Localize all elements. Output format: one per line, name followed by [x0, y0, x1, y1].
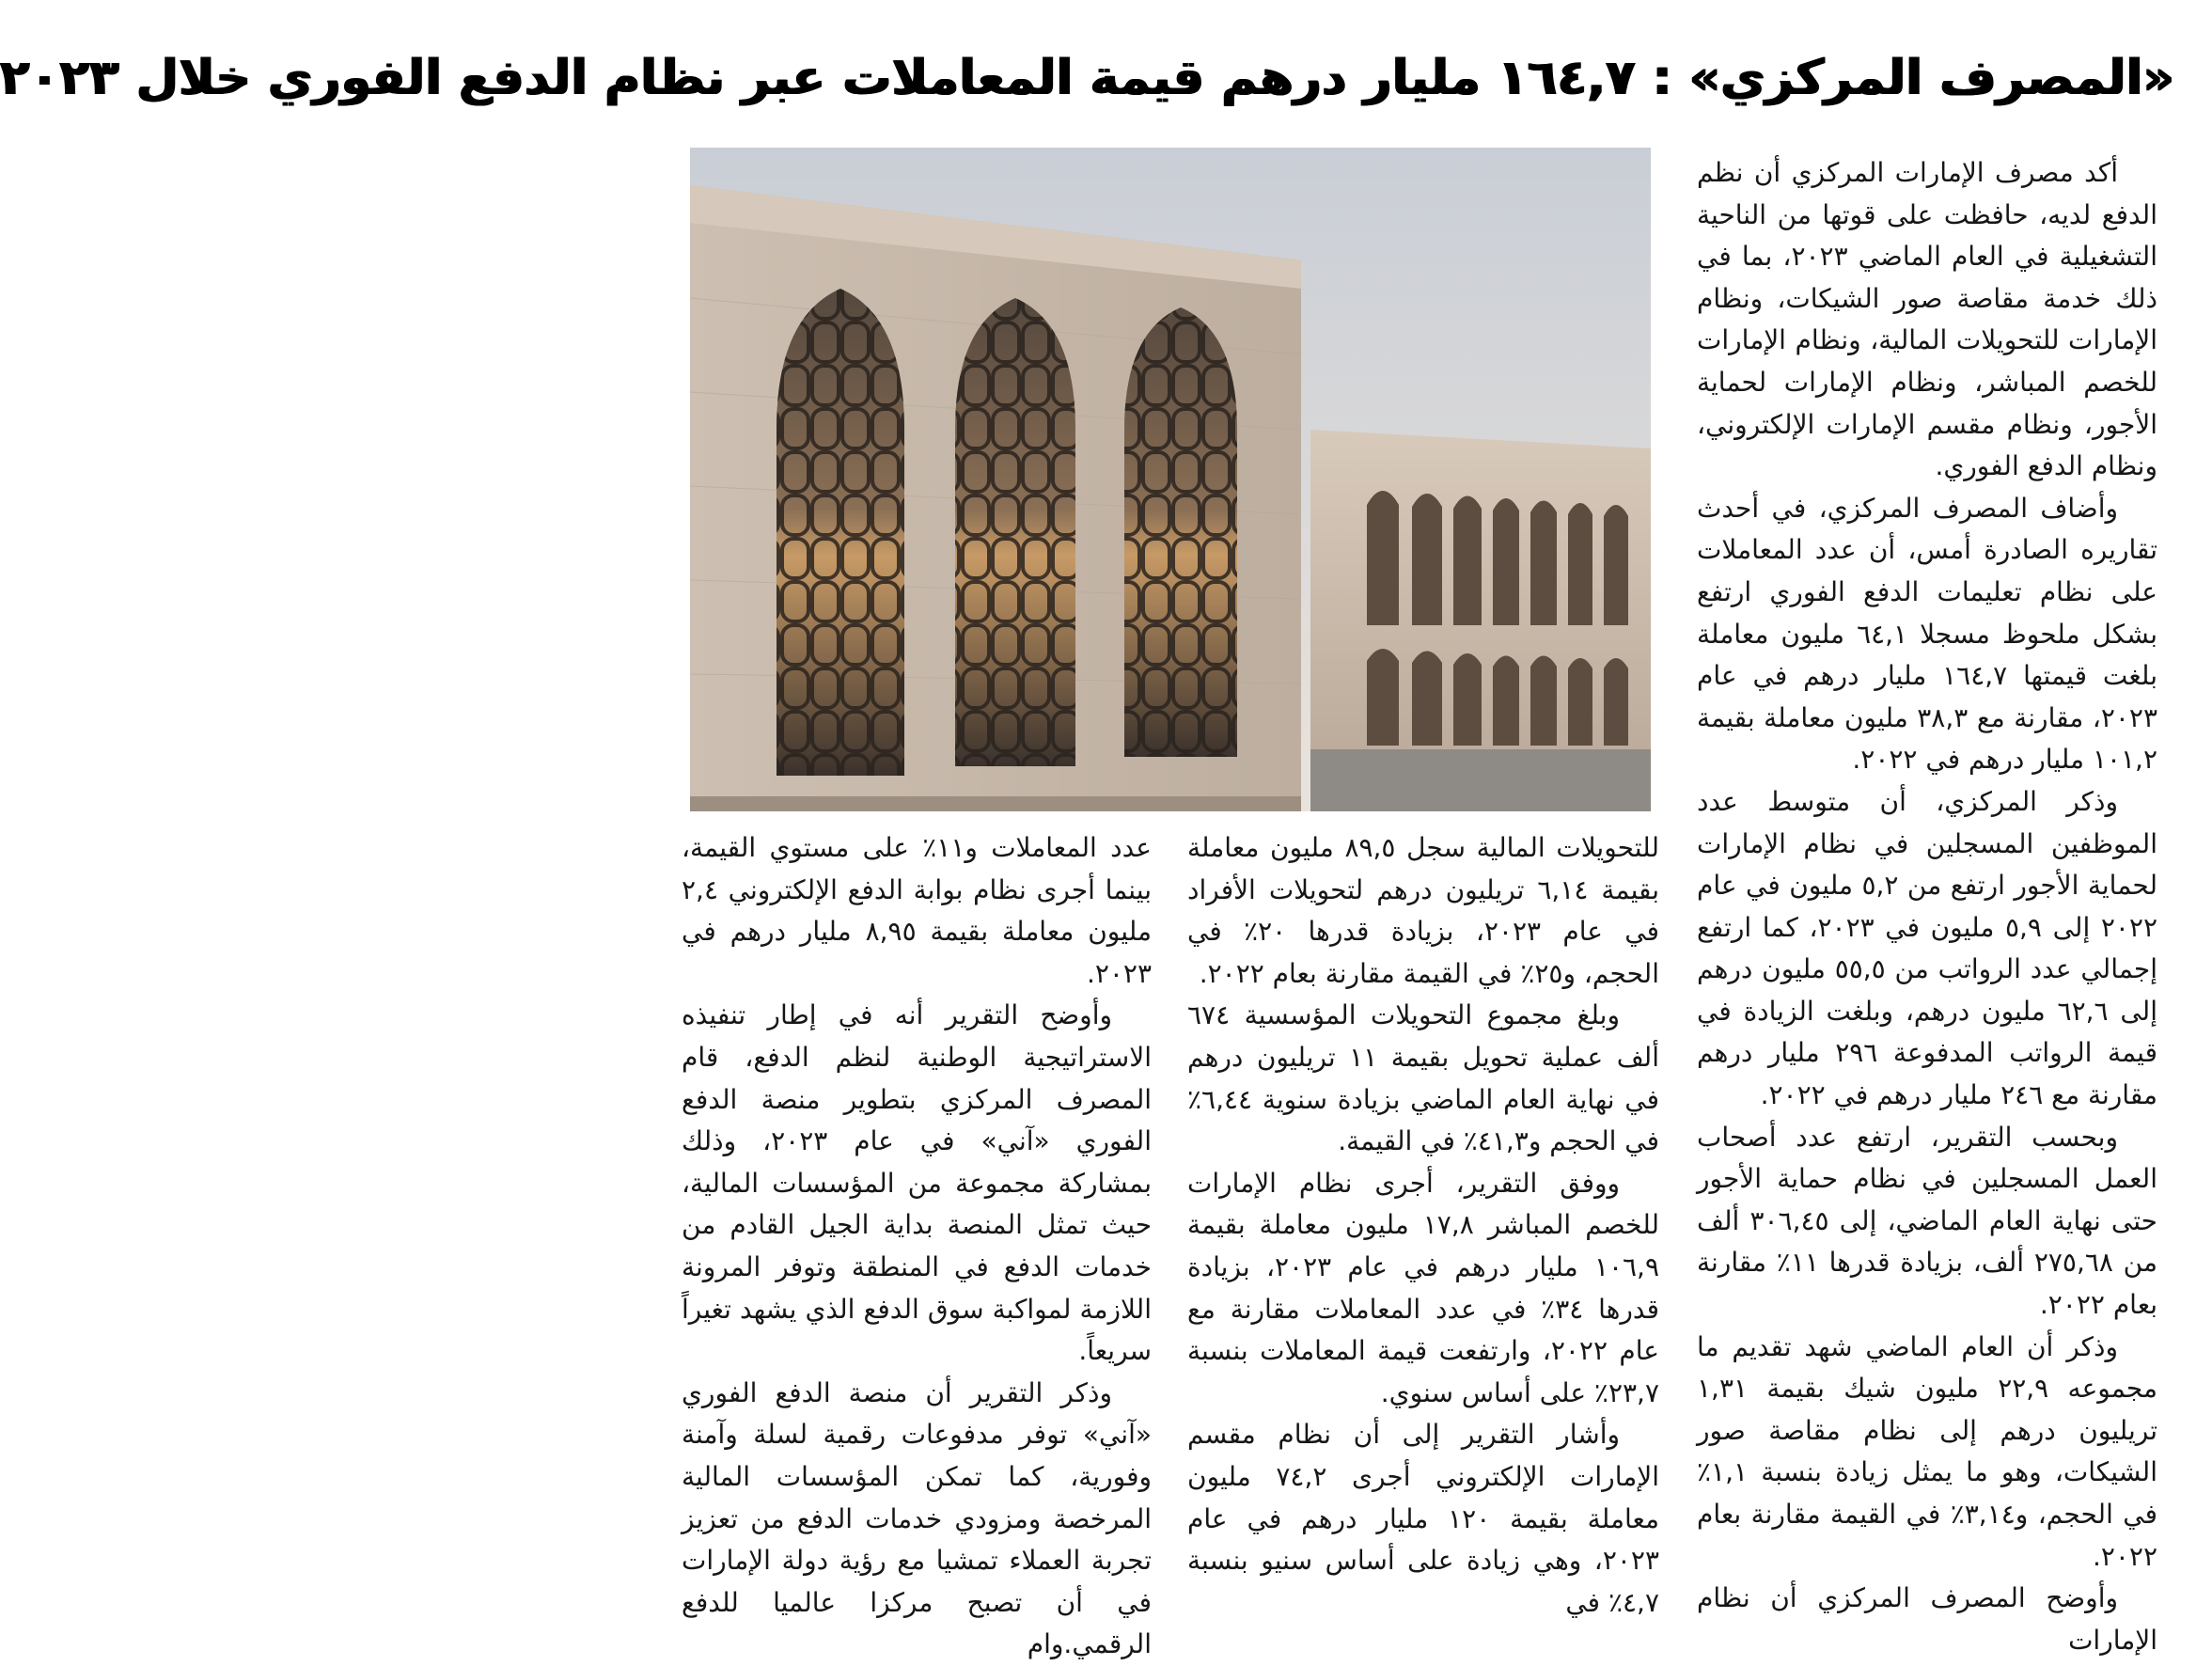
paragraph: وذكر المركزي، أن متوسط عدد الموظفين المسجلين في نظام الإمارات لحماية الأجور ارتفع من ٥,٢ مليون في عام ٢٠٢٢ إلى ٥,٩ مليون في ٢٠٢٣، كما ارتفع إجمالي عدد الرواتب من ٥٥,٥ مليون درهم إلى ٦٢,٦ مليون درهم، وبلغت الزيادة في قيمة الرواتب المدفوعة ٢٩٦ مليار درهم مقارنة مع ٢٤٦ مليار درهم في ٢٠٢٢. — [1697, 785, 2158, 1111]
text-column-right — [1697, 152, 2157, 1661]
paragraph: أكد مصرف الإمارات المركزي أن نظم الدفع لديه، حافظت على قوتها من الناحية التشغيلية في العام الماضي ٢٠٢٣، بما في ذلك خدمة مقاصة صور الشيكات، ونظام الإمارات للتحويلات المالية، ونظام الإمارات للخصم المباشر، ونظام الإمارات لحماية الأجور، ونظام مقسم الإمارات الإلكتروني، ونظام الدفع الفوري. — [1697, 157, 2157, 482]
paragraph: وبلغ مجموع التحويلات المؤسسية ٦٧٤ ألف عملية تحويل بقيمة ١١ تريليون درهم في نهاية العام الماضي بزيادة سنوية ٦,٤٤٪ في الحجم و٤١,٣٪ في القيمة. — [1187, 999, 1659, 1157]
central-bank-building-photo — [690, 148, 1651, 811]
paragraph: وأوضح التقرير أنه في إطار تنفيذه الاستراتيجية الوطنية لنظم الدفع، قام المصرف المركزي بتطوير منصة الدفع الفوري «آني» في عام ٢٠٢٣، وذلك بمشاركة مجموعة من المؤسسات المالية، حيث تمثل المنصة بداية الجيل القادم من خدمات الدفع في المنطقة وتوفر المرونة اللازمة لمواكبة سوق الدفع الذي يشهد تغيراً سريعاً. — [682, 999, 1152, 1367]
text-column-middle — [1187, 827, 1659, 1624]
paragraph: ووفق التقرير، أجرى نظام الإمارات للخصم المباشر ١٧,٨ مليون معاملة بقيمة ١٠٦,٩ مليار درهم في عام ٢٠٢٣، بزيادة قدرها ٣٤٪ في عدد المعاملات مقارنة مع عام ٢٠٢٢، وارتفعت قيمة المعاملات بنسبة ٢٣,٧٪ على أساس سنوي. — [1187, 1167, 1659, 1408]
paragraph: وذكر التقرير أن منصة الدفع الفوري «آني» توفر مدفوعات رقمية لسلة وآمنة وفورية، كما تمكن المؤسسات المالية المرخصة ومزودي خدمات الدفع من تعزيز تجربة العملاء تمشيا مع رؤية دولة الإمارات في أن تصبح مركزا عالميا للدفع الرقمي.وام — [682, 1376, 1152, 1660]
article-headline: «المصرف المركزي» : ١٦٤,٧ مليار درهم قيمة المعاملات عبر نظام الدفع الفوري خلال ٢٠٢٣ — [0, 50, 2174, 106]
paragraph: للتحويلات المالية سجل ٨٩,٥ مليون معاملة بقيمة ٦,١٤ تريليون درهم لتحويلات الأفراد في عام ٢٠٢٣، بزيادة قدرها ٢٠٪ في الحجم، و٢٥٪ في القيمة مقارنة بعام ٢٠٢٢. — [1187, 832, 1659, 989]
paragraph: وأضاف المصرف المركزي، في أحدث تقاريره الصادرة أمس، أن عدد المعاملات على نظام تعليمات الدفع الفوري ارتفع بشكل ملحوظ مسجلا ٦٤,١ مليون معاملة بلغت قيمتها ١٦٤,٧ مليار درهم في عام ٢٠٢٣، مقارنة مع ٣٨,٣ مليون معاملة بقيمة ١٠١,٢ مليار درهم في ٢٠٢٢. — [1697, 492, 2157, 776]
paragraph: وأشار التقرير إلى أن نظام مقسم الإمارات الإلكتروني أجرى ٧٤,٢ مليون معاملة بقيمة ١٢٠ مليار درهم في عام ٢٠٢٣، وهي زيادة على أساس سنيو بنسبة ٤,٧٪ في — [1187, 1419, 1659, 1618]
paragraph: وذكر أن العام الماضي شهد تقديم ما مجموعه ٢٢,٩ مليون شيك بقيمة ١,٣١ تريليون درهم إلى نظام مقاصة صور الشيكات، وهو ما يمثل زيادة بنسبة ١,١٪ في الحجم، و٣,١٤٪ في القيمة مقارنة بعام ٢٠٢٢. — [1697, 1330, 2158, 1572]
paragraph: عدد المعاملات و١١٪ على مستوي القيمة، بينما أجرى نظام بوابة الدفع الإلكتروني ٢,٤ مليون معاملة بقيمة ٨,٩٥ مليار درهم في ٢٠٢٣. — [682, 832, 1152, 989]
paragraph: وبحسب التقرير، ارتفع عدد أصحاب العمل المسجلين في نظام حماية الأجور حتى نهاية العام الماضي، إلى ٣٠٦,٤٥ ألف من ٢٧٥,٦٨ ألف، بزيادة قدرها ١١٪ مقارنة بعام ٢٠٢٢. — [1697, 1121, 2157, 1321]
text-column-left — [682, 827, 1152, 1666]
paragraph: وأوضح المصرف المركزي أن نظام الإمارات — [1697, 1582, 2157, 1656]
